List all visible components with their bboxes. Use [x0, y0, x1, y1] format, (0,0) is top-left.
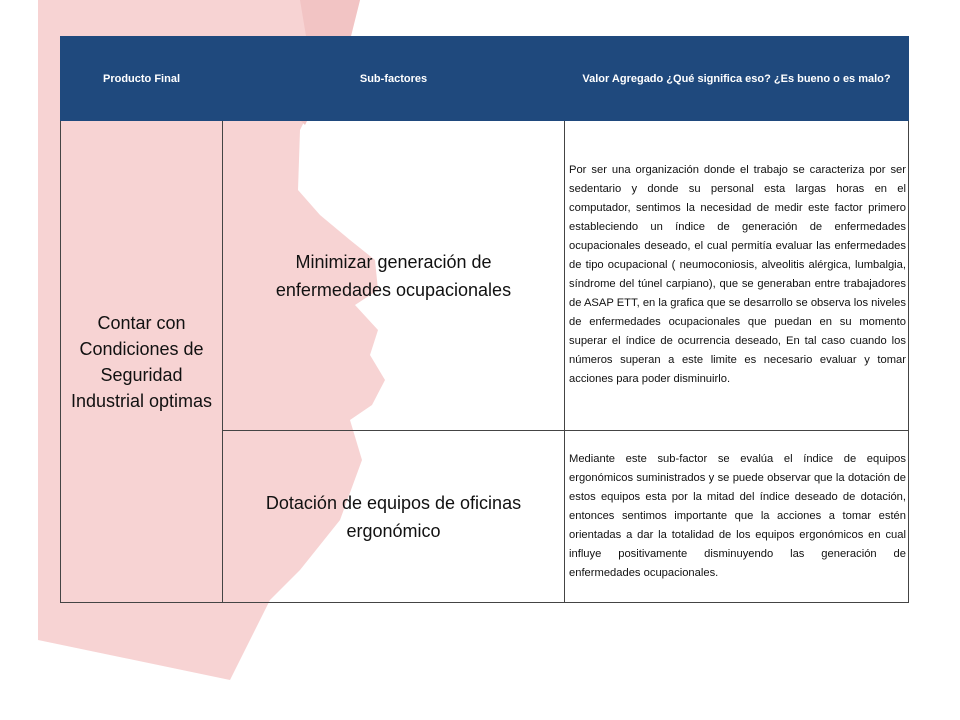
- table-header-row: [61, 37, 909, 121]
- table-row: [61, 121, 909, 431]
- header-sub-factores: Sub-factores: [223, 37, 565, 121]
- subfactor-cell: Dotación de equipos de oficinas ergonómico: [223, 431, 565, 603]
- value-cell: Por ser una organización donde el trabajo se caracteriza por ser sedentario y donde su personal esta largas horas en el computador, sentimos la necesidad de medir este factor primero estableciendo un índice de generación de enfermedades ocupacionales deseado, el cual permitía evaluar las enfermedades de tipo ocupacional ( neumoconiosis, alveolitis alérgica, lumbalgia, síndrome del túnel carpiano), que se generaban entre trabajadores de ASAP ETT, en la grafica que se desarrollo se observa los niveles de enfermedades ocupacionales que puedan en su momento superar el índice de ocurrencia deseado, En tal caso cuando los números superan a este limite es necesario evaluar y tomar acciones para poder disminuirlo.: [565, 121, 909, 431]
- product-cell: Contar con Condiciones de Seguridad Industrial optimas: [61, 121, 223, 603]
- value-cell: Mediante este sub-factor se evalúa el índice de equipos ergonómicos suministrados y se puede observar que la dotación de estos equipos esta por la mitad del índice deseado de dotación, entonces sentimos importante que la acciones a tomar estén orientadas a dar la totalidad de los equipos ergonómicos en cual influye positivamente disminuyendo las generación de enfermedades ocupacionales.: [565, 431, 909, 603]
- subfactor-cell: Minimizar generación de enfermedades ocupacionales: [223, 121, 565, 431]
- header-valor-agregado: Valor Agregado ¿Qué significa eso? ¿Es bueno o es malo?: [565, 37, 909, 121]
- header-producto-final: Producto Final: [61, 37, 223, 121]
- value-added-table: [60, 36, 909, 603]
